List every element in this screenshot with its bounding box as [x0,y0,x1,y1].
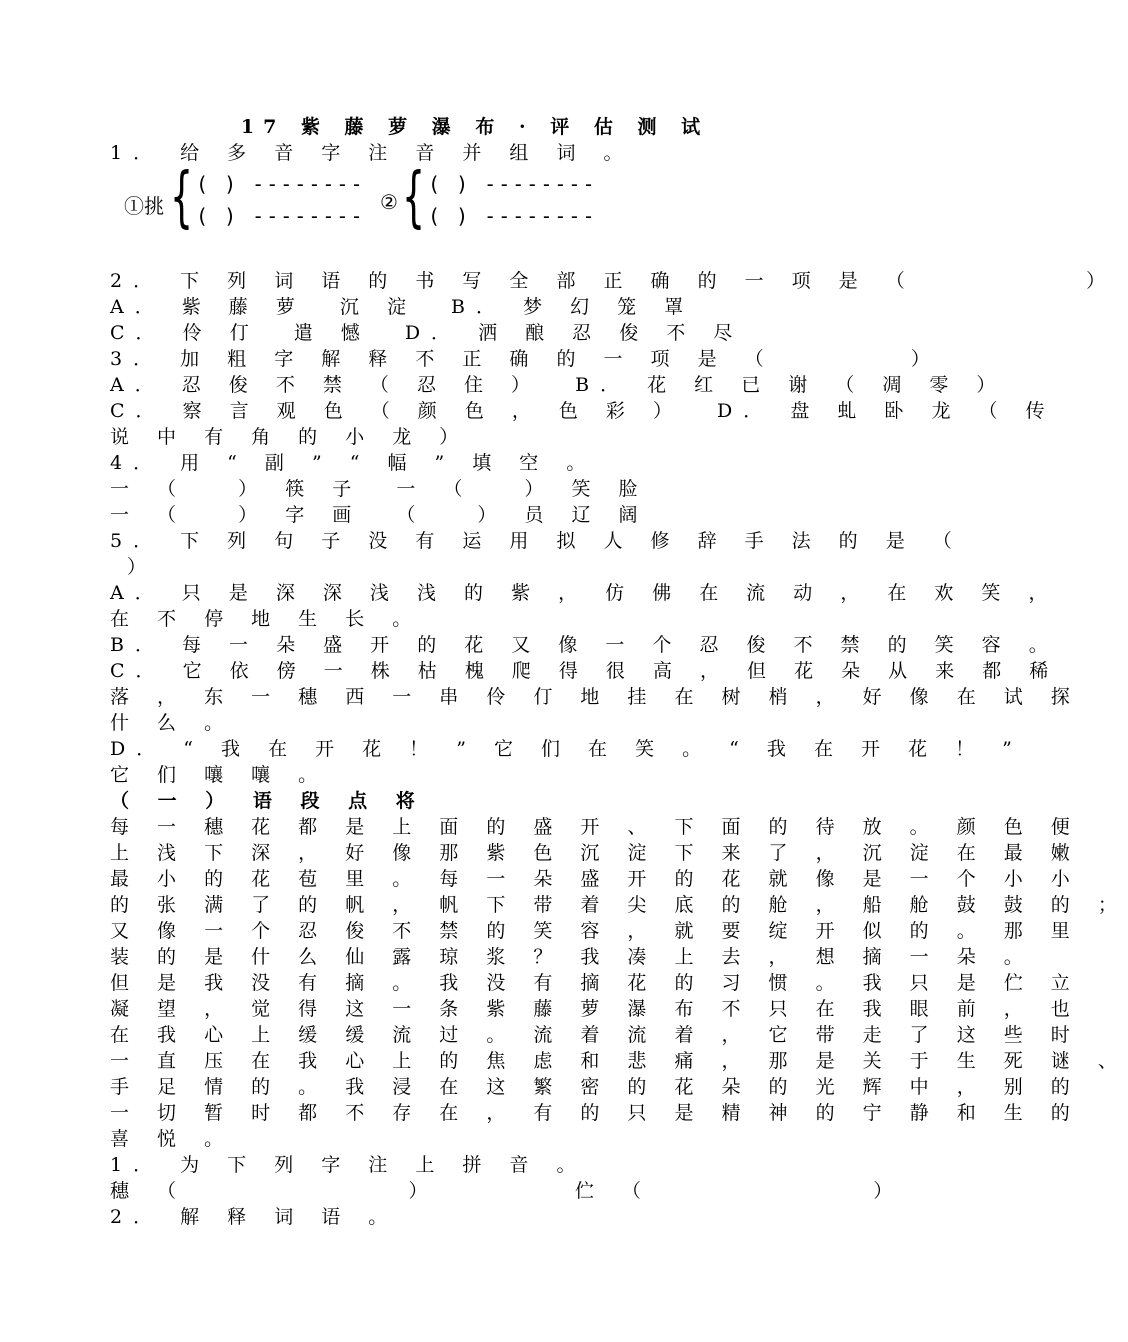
passage-line: 一 切 暂 时 都 不 存 在 ， 有 的 只 是 精 神 的 宁 静 和 生 的 [110,1102,1081,1124]
text-line: 落 ， 东 一 穗 西 一 串 伶 仃 地 挂 在 树 梢 ， 好 像 在 试 探 [110,686,1081,708]
text-line: 3． 加 粗 字 解 释 不 正 确 的 一 项 是 （ ） [110,348,941,370]
page-title: 17 紫 藤 萝 瀑 布 · 评 估 测 试 [240,116,710,138]
passage-line: 凝 望 ， 觉 得 这 一 条 紫 藤 萝 瀑 布 不 只 在 我 眼 前 ， 也 [110,998,1081,1020]
blank-row: ( ) -------- [428,172,597,196]
text-line: 2． 解 释 词 语 。 [110,1206,399,1228]
text-line: 说 中 有 角 的 小 龙 ） [110,426,470,448]
text-line: A． 忍 俊 不 禁 （ 忍 住 ） B． 花 红 已 谢 （ 凋 零 ） [110,374,1007,396]
text-line: 它 们 嚷 嚷 。 [110,764,329,786]
text-line: C． 它 依 傍 一 株 枯 槐 爬 得 很 高 ， 但 花 朵 从 来 都 稀 [110,660,1060,682]
passage-line: 一 直 压 在 我 心 上 的 焦 虑 和 悲 痛 ， 那 是 关 于 生 死 谜 、 [110,1050,1128,1072]
blank-row: ( ) -------- [428,204,597,228]
passage-line: 装 的 是 什 么 仙 露 琼 浆 ？ 我 凑 上 去 ， 想 摘 一 朵 。 [110,946,1034,968]
passage-line: 的 张 满 了 的 帆 ， 帆 下 带 着 尖 底 的 舱 ， 船 舱 鼓 鼓 的 ； [110,894,1128,916]
passage-line: 手 足 情 的 。 我 浸 在 这 繁 密 的 花 朵 的 光 辉 中 ， 别 的 [110,1076,1081,1098]
section-heading: （ 一 ） 语 段 点 将 [110,790,426,812]
text-line: 什 么 。 [110,712,235,734]
text-line: 4． 用 “ 副 ” “ 幅 ” 填 空 。 [110,452,597,474]
text-line: C． 察 言 观 色 （ 颜 色 ， 色 彩 ） D． 盘 虬 卧 龙 （ 传 [110,400,1056,422]
text-line: ） [110,556,158,578]
text-line: C． 伶 仃 遣 憾 D． 洒 酿 忍 俊 不 尽 [110,322,744,344]
text-line: B． 每 一 朵 盛 开 的 花 又 像 一 个 忍 俊 不 禁 的 笑 容 。 [110,634,1059,656]
passage-line: 最 小 的 花 苞 里 。 每 一 朵 盛 开 的 花 就 像 是 一 个 小 小 [110,868,1081,890]
passage-line: 喜 悦 。 [110,1128,235,1150]
text-line: 在 不 停 地 生 长 。 [110,608,423,630]
text-line: 一 （ ） 筷 子 一 （ ） 笑 脸 [110,478,649,500]
text-line: A． 紫 藤 萝 沉 淀 B． 梦 幻 笼 罩 [110,296,695,318]
text-line: 1． 为 下 列 字 注 上 拼 音 。 [110,1154,587,1176]
passage-line: 每 一 穗 花 都 是 上 面 的 盛 开 、 下 面 的 待 放 。 颜 色 便 [110,816,1081,838]
passage-line: 但 是 我 没 有 摘 。 我 没 有 摘 花 的 习 惯 。 我 只 是 伫 立 [110,972,1081,994]
item-2-label: ② [380,190,398,214]
text-line: A． 只 是 深 深 浅 浅 的 紫 ， 仿 佛 在 流 动 ， 在 欢 笑 ， [110,582,1059,604]
passage-line: 在 我 心 上 缓 缓 流 过 。 流 着 流 着 ， 它 带 走 了 这 些 时 [110,1024,1081,1046]
item-1-label: ①挑 [124,194,164,218]
question-1-stem: 1． 给 多 音 字 注 音 并 组 词 。 [110,142,634,164]
text-line: 5． 下 列 句 子 没 有 运 用 拟 人 修 辞 手 法 的 是 （ [110,530,963,552]
text-line: D． “ 我 在 开 花 ！ ” 它 们 在 笑 。 “ 我 在 开 花 ！ ” [110,738,1023,760]
passage-line: 上 浅 下 深 ， 好 像 那 紫 色 沉 淀 下 来 了 ， 沉 淀 在 最 嫩 [110,842,1081,864]
blank-row: ( ) -------- [196,172,365,196]
passage-line: 又 像 一 个 忍 俊 不 禁 的 笑 容 ， 就 要 绽 开 似 的 。 那 里 [110,920,1081,942]
left-brace-icon: { [402,158,426,235]
text-line: 一 （ ） 字 画 （ ） 员 辽 阔 [110,504,649,526]
blank-row: ( ) -------- [196,204,365,228]
pinyin-exercise [118,158,618,238]
text-line: 2． 下 列 词 语 的 书 写 全 部 正 确 的 一 项 是 （ ） [110,270,1117,292]
text-line: 穗 （ ） 伫 （ ） [110,1180,904,1202]
left-brace-icon: { [170,158,194,235]
